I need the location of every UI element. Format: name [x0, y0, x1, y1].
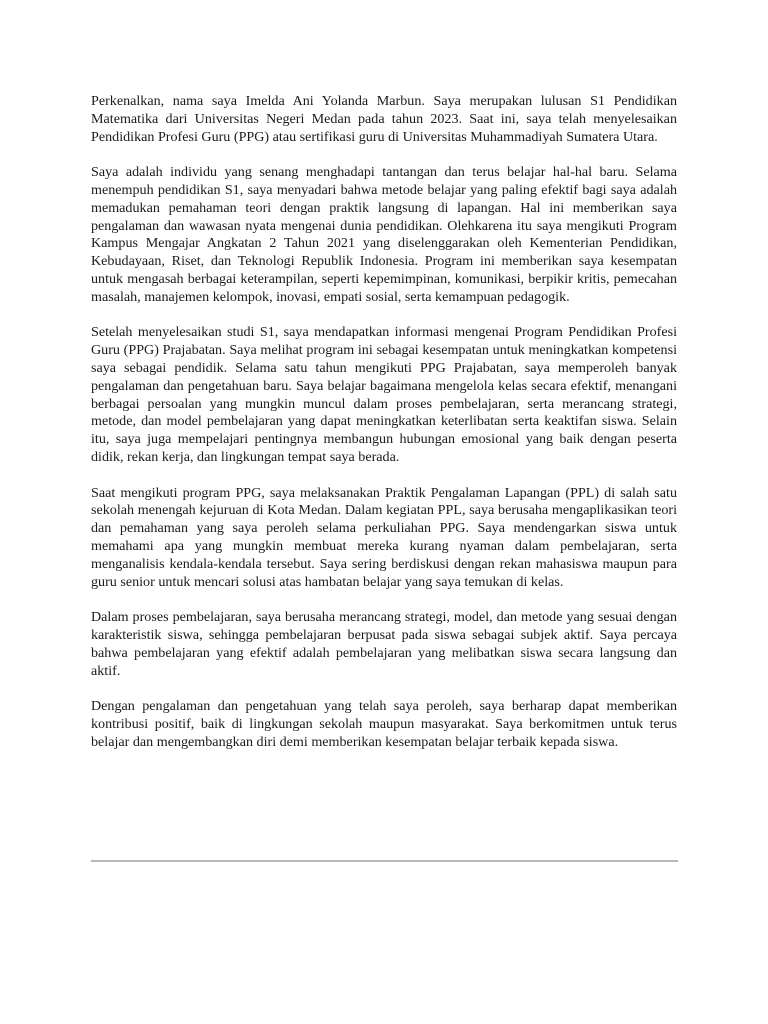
paragraph-learning-process: Dalam proses pembelajaran, saya berusaha merancang strategi, model, dan metode yang sesuai dengan karakteristik siswa, sehingga pembelajaran berpusat pada siswa sebagai subjek aktif. Saya percaya bahwa pembelajaran yang efektif adalah pembelajaran yang melibatkan siswa secara langsung dan aktif.	[91, 609, 677, 679]
horizontal-divider	[91, 860, 678, 862]
paragraph-kampus-mengajar: Saya adalah individu yang senang menghadapi tantangan dan terus belajar hal-hal baru. Selama menempuh pendidikan S1, saya menyadari bahwa metode belajar yang paling efektif bagi saya adalah memadukan pemahaman teori dengan praktik langsung di lapangan. Hal ini memberikan saya pengalaman dan wawasan nyata mengenai dunia pendidikan. Olehkarena itu saya mengikuti Program Kampus Mengajar Angkatan 2 Tahun 2021 yang diselenggarakan oleh Kementerian Pendidikan, Kebudayaan, Riset, dan Teknologi Republik Indonesia. Program ini memberikan saya kesempatan untuk mengasah berbagai keterampilan, seperti kepemimpinan, komunikasi, berpikir kritis, pemecahan masalah, manajemen kelompok, inovasi, empati sosial, serta kemampuan pedagogik.	[91, 164, 677, 305]
paragraph-ppg-prajabatan: Setelah menyelesaikan studi S1, saya mendapatkan informasi mengenai Program Pendidikan Profesi Guru (PPG) Prajabatan. Saya melihat program ini sebagai kesempatan untuk meningkatkan kompetensi saya sebagai pendidik. Selama satu tahun mengikuti PPG Prajabatan, saya memperoleh banyak pengalaman dan pengetahuan baru. Saya belajar bagaimana mengelola kelas secara efektif, menangani berbagai persoalan yang mungkin muncul dalam proses pembelajaran, serta merancang strategi, metode, dan model pembelajaran yang dapat meningkatkan keterlibatan serta keaktifan siswa. Selain itu, saya juga mempelajari pentingnya membangun hubungan emosional yang baik dengan peserta didik, rekan kerja, dan lingkungan tempat saya berada.	[91, 324, 677, 465]
paragraph-ppl: Saat mengikuti program PPG, saya melaksanakan Praktik Pengalaman Lapangan (PPL) di salah satu sekolah menengah kejuruan di Kota Medan. Dalam kegiatan PPL, saya berusaha mengaplikasikan teori dan pemahaman yang saya peroleh selama perkuliahan PPG. Saya mendengarkan siswa untuk memahami apa yang mungkin membuat mereka kurang nyaman dalam pembelajaran, serta menganalisis kendala-kendala tersebut. Saya sering berdiskusi dengan rekan mahasiswa maupun para guru senior untuk mencari solusi atas hambatan belajar yang saya temukan di kelas.	[91, 484, 677, 590]
document-body	[91, 93, 677, 751]
paragraph-introduction: Perkenalkan, nama saya Imelda Ani Yolanda Marbun. Saya merupakan lulusan S1 Pendidikan Matematika dari Universitas Negeri Medan pada tahun 2023. Saat ini, saya telah menyelesaikan Pendidikan Profesi Guru (PPG) atau sertifikasi guru di Universitas Muhammadiyah Sumatera Utara.	[91, 93, 677, 145]
paragraph-closing: Dengan pengalaman dan pengetahuan yang telah saya peroleh, saya berharap dapat memberikan kontribusi positif, baik di lingkungan sekolah maupun masyarakat. Saya berkomitmen untuk terus belajar dan mengembangkan diri demi memberikan kesempatan belajar terbaik kepada siswa.	[91, 698, 677, 750]
